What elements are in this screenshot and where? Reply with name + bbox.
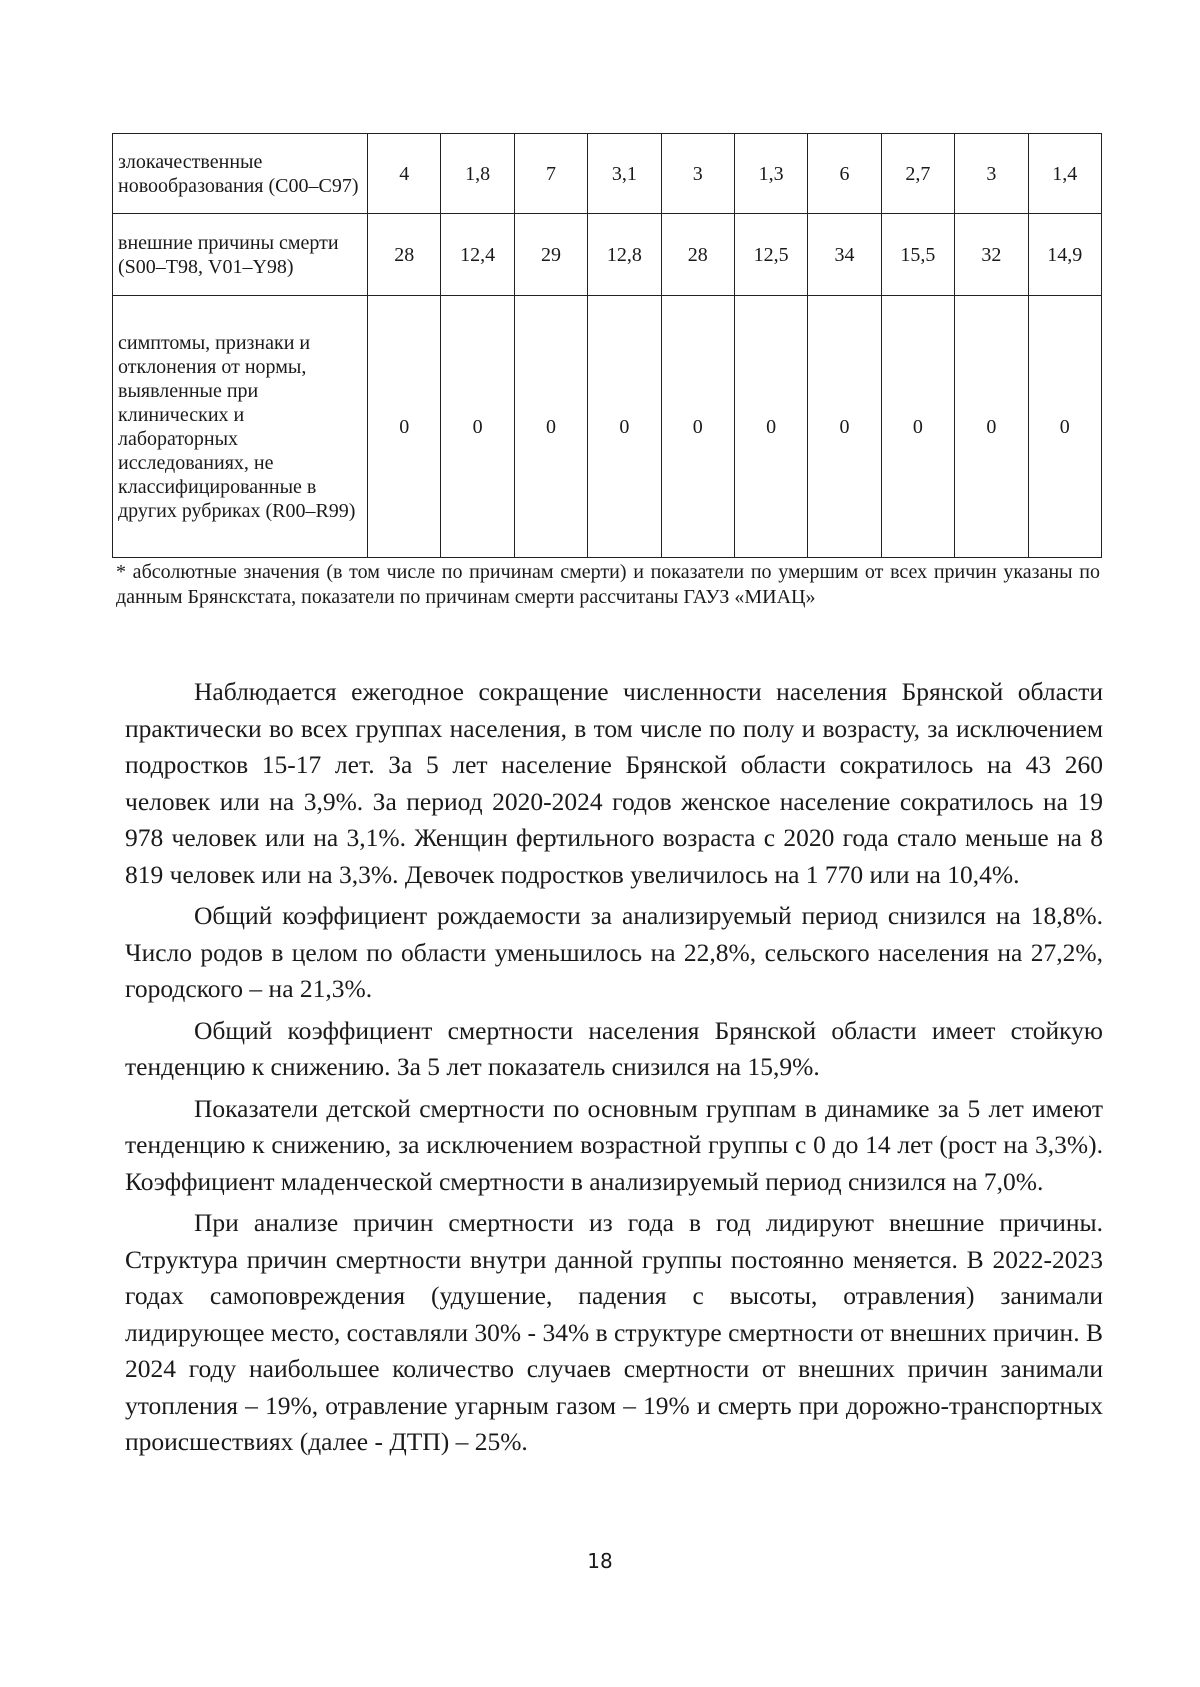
table-cell: 1,8 [441,134,514,214]
paragraph: При анализе причин смертности из года в год лидируют внешние причины. Структура причин смертности внутри данной группы постоянно меняется. В 2022-2023 годах самоповреждения (удушение, падения с высоты, отравления) занимали лидирующее место, составляли 30% - 34% в структуре смертности от внешних причин. В 2024 году наибольшее количество случаев смертности от внешних причин занимали утопления – 19%, отравление угарным газом – 19% и смерть при дорожно-транспортных происшествиях (далее - ДТП) – 25%. [125,1208,1103,1456]
table-cell: 15,5 [881,214,954,296]
table-cell: 0 [588,296,661,558]
table-cell: 0 [368,296,441,558]
paragraph: Показатели детской смертности по основным группам в динамике за 5 лет имеют тенденцию к снижению, за исключением возрастной группы с 0 до 14 лет (рост на 3,3%). Коэффициент младенческой смертности в анализируемый период снизился на 7,0%. [125,1093,1103,1196]
table-cell: 3,1 [588,134,661,214]
table-cell: 29 [514,214,587,296]
body-text [125,674,1103,1466]
table-cell: 12,8 [588,214,661,296]
mortality-table [112,133,1102,558]
table-cell: 0 [881,296,954,558]
table-cell: 3 [661,134,734,214]
paragraph: Общий коэффициент рождаемости за анализируемый период снизился на 18,8%. Число родов в целом по области уменьшилось на 22,8%, сельского населения на 27,2%, городского – на 21,3%. [125,901,1103,1003]
table-cell: 3 [955,134,1028,214]
paragraph: Наблюдается ежегодное сокращение численности населения Брянской области практически во всех группах населения, в том числе по полу и возрасту, за исключением подростков 15-17 лет. За 5 лет население Брянской области сократилось на 43 260 человек или на 3,9%. За период 2020-2024 годов женское население сократилось на 19 978 человек или на 3,1%. Женщин фертильного возраста с 2020 года стало меньше на 8 819 человек или на 3,3%. Девочек подростков увеличилось на 1 770 или на 10,4%. [125,677,1103,889]
table-cell: 2,7 [881,134,954,214]
table-row [113,134,1102,214]
table-cell: 32 [955,214,1028,296]
table-cell: 12,5 [734,214,807,296]
table-footnote: * абсолютные значения (в том числе по причинам смерти) и показатели по умершим от всех причин указаны по данным Брянскстата, показатели по причинам смерти рассчитаны ГАУЗ «МИАЦ» [116,561,1100,608]
table-cell: 6 [808,134,881,214]
table-row [113,296,1102,558]
table-cell: 0 [808,296,881,558]
page-number: 18 [587,1549,613,1573]
row-label: симптомы, признаки и отклонения от нормы, выявленные при клинических и лабораторных исследованиях, не классифицированные в других рубриках (R00–R99) [113,296,368,558]
table-cell: 0 [514,296,587,558]
row-label: внешние причины смерти (S00–Т98, V01–Y98) [113,214,368,296]
table-cell: 1,3 [734,134,807,214]
table-cell: 1,4 [1028,134,1101,214]
table-cell: 0 [955,296,1028,558]
table-cell: 4 [368,134,441,214]
paragraph: Общий коэффициент смертности населения Брянской области имеет стойкую тенденцию к снижению. За 5 лет показатель снизился на 15,9%. [125,1015,1103,1081]
table-cell: 0 [1028,296,1101,558]
table-cell: 12,4 [441,214,514,296]
table-cell: 7 [514,134,587,214]
table-cell: 14,9 [1028,214,1101,296]
table-cell: 0 [661,296,734,558]
row-label: злокачественные новообразования (С00–С97) [113,134,368,214]
table-row [113,214,1102,296]
table-cell: 28 [661,214,734,296]
table-cell: 34 [808,214,881,296]
table-cell: 0 [734,296,807,558]
table-cell: 28 [368,214,441,296]
table-cell: 0 [441,296,514,558]
